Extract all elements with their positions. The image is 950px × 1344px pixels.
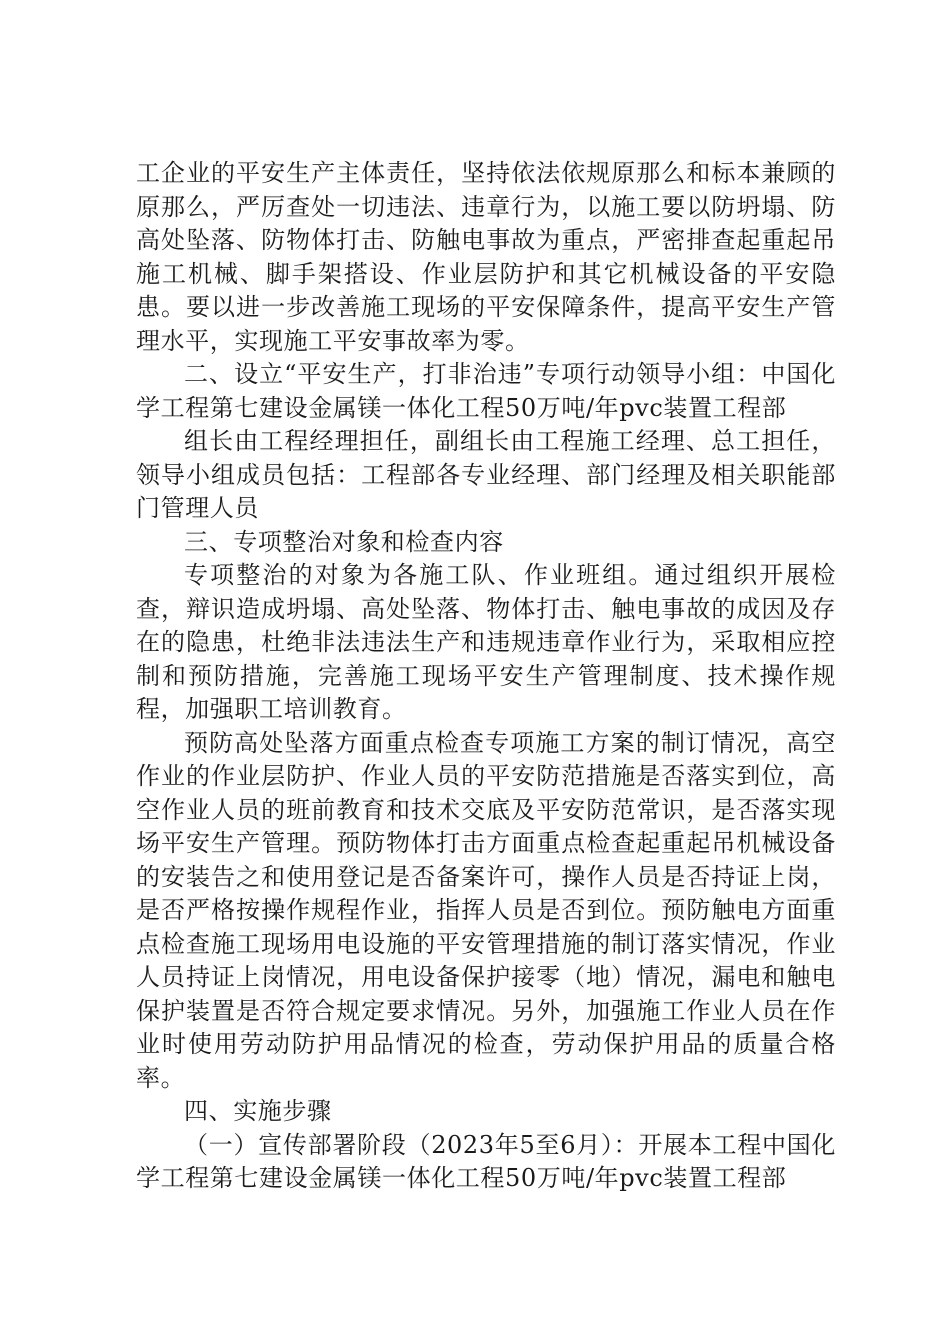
section-heading-four: 四、实施步骤 <box>184 1097 332 1125</box>
paragraph-implementation-stage-one: （一）宣传部署阶段（2023年5至6月）：开展本工程中国化学工程第七建设金属镁一体化工程50万吨/年pvc装置工程部 <box>136 1130 836 1192</box>
paragraph-inspection-focus: 预防高处坠落方面重点检查专项施工方案的制订情况，高空作业的作业层防护、作业人员的平安防范措施是否落实到位，高空作业人员的班前教育和技术交底及平安防范常识，是否落实现场平安生产管理。预防物体打击方面重点检查起重起吊机械设备的安装告之和使用登记是否备案许可，操作人员是否持证上岗，是否严格按操作规程作业，指挥人员是否到位。预防触电方面重点检查施工现场用电设施的平安管理措施的制订落实情况，作业人员持证上岗情况，用电设备保护接零（地）情况，漏电和触电保护装置是否符合规定要求情况。另外，加强施工作业人员在作业时使用劳动防护用品情况的检查，劳动保护用品的质量合格率。 <box>136 728 836 1092</box>
section-heading-three: 三、专项整治对象和检查内容 <box>184 527 504 556</box>
section-heading-two: 二、设立“平安生产，打非治违”专项行动领导小组：中国化学工程第七建设金属镁一体化工程50万吨/年pvc装置工程部 <box>136 360 836 422</box>
paragraph-rectification-targets: 专项整治的对象为各施工队、作业班组。通过组织开展检查，辩识造成坍塌、高处坠落、物体打击、触电事故的成因及存在的隐患，杜绝非法违法生产和违规违章作业行为，采取相应控制和预防措施，完善施工现场平安生产管理制度、技术操作规程，加强职工培训教育。 <box>136 561 836 723</box>
document-body <box>136 157 836 1196</box>
paragraph-leadership: 组长由工程经理担任，副组长由工程施工经理、总工担任，领导小组成员包括：工程部各专业经理、部门经理及相关职能部门管理人员 <box>136 427 836 522</box>
paragraph-continuation: 工企业的平安生产主体责任，坚持依法依规原那么和标本兼顾的原那么，严厉查处一切违法、违章行为，以施工要以防坍塌、防高处坠落、防物体打击、防触电事故为重点，严密排查起重起吊施工机械、脚手架搭设、作业层防护和其它机械设备的平安隐患。要以进一步改善施工现场的平安保障条件，提高平安生产管理水平，实现施工平安事故率为零。 <box>136 159 836 355</box>
